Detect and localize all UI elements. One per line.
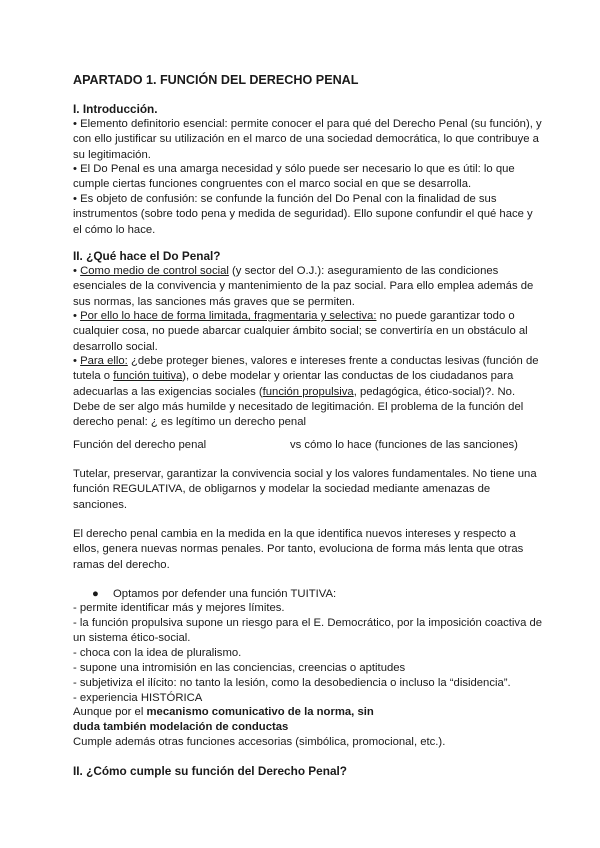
- comparison-left: Función del derecho penal: [73, 439, 207, 451]
- bullet-marker: •: [73, 265, 81, 277]
- list-item: - subjetiviza el ilícito: no tanto la lesión, como la desobediencia o incluso la “disidencia”.: [73, 677, 511, 689]
- bullet-text: no puede garantizar todo o cualquier cosa, no puede abarcar cualquier ámbito social; se convertiría en un obstáculo al desarrollo social.: [73, 310, 528, 353]
- section-heading-introduccion: I. Introducción.: [73, 102, 158, 116]
- underlined-phrase: Para ello:: [80, 355, 128, 367]
- intro-bullet-3: • Es objeto de confusión: se confunde la función del Do Penal con la finalidad de sus instrumentos (sobre todo pena y medida de seguridad). Ello supone confundir el qué hace y el cómo lo hace.: [73, 193, 533, 236]
- underlined-phrase: Por ello lo hace de forma limitada, fragmentaria y selectiva:: [80, 310, 377, 322]
- list-item: - supone una intromisión en las conciencias, creencias o aptitudes: [73, 662, 406, 674]
- que-hace-bullet-2: [73, 309, 543, 355]
- aunque-line-1: [73, 705, 543, 720]
- bullet-text: ), o debe modelar y orientar las conductas de los ciudadanos para adecuarlas a las exigencias sociales (: [73, 370, 514, 398]
- document-title: APARTADO 1. FUNCIÓN DEL DERECHO PENAL: [73, 73, 359, 87]
- bullet-text: , pedagógica, ético-social)?. No. Debe de ser algo más humilde y necesitado de legitimación. El problema de la función del derecho penal: ¿ es legítimo un derecho penal: [73, 385, 524, 429]
- list-item: - permite identificar más y mejores límites.: [73, 602, 285, 614]
- aunque-line-2: duda también modelación de conductas: [73, 721, 289, 733]
- section-heading-que-hace: II. ¿Qué hace el Do Penal?: [73, 249, 221, 263]
- paragraph-tutelar: Tutelar, preservar, garantizar la convivencia social y los valores fundamentales. No tiene una función REGULATIVA, de obligarnos y modelar la sociedad mediante amenazas de sanciones.: [73, 468, 537, 511]
- bullet-marker: •: [73, 355, 81, 367]
- paragraph-funciones-accesorias: Cumple además otras funciones accesorias (simbólica, promocional, etc.).: [73, 736, 446, 748]
- paragraph-evolucion: El derecho penal cambia en la medida en la que identifica nuevos intereses y respecto a ellos, genera nuevas normas penales. Por tanto, evoluciona de forma más lenta que otras ramas del derecho.: [73, 528, 524, 571]
- comparison-line: [73, 438, 543, 454]
- bullet-marker: •: [73, 310, 81, 322]
- que-hace-bullet-3: [73, 354, 543, 430]
- bullet-text: (y sector del O.J.): aseguramiento de las condiciones esenciales de la convivencia y mantenimiento de la paz social. Para ello emplea además de sus normas, las sanciones más graves que se permiten.: [73, 265, 534, 308]
- aunque-bold-text: mecanismo comunicativo de la norma, sin: [146, 706, 374, 718]
- underlined-phrase: función tuitiva: [113, 370, 183, 383]
- intro-bullet-1: • Elemento definitorio esencial: permite conocer el para qué del Derecho Penal (su función), y con ello justificar su utilización en el marco de una sociedad democrática, lo que contribuye a su legitimación.: [73, 118, 542, 161]
- section-heading-como-cumple: II. ¿Cómo cumple su función del Derecho Penal?: [73, 764, 347, 778]
- bullet-dot-icon: ●: [92, 588, 99, 600]
- underlined-phrase: Como medio de control social: [80, 265, 229, 277]
- aunque-text: Aunque por el: [73, 706, 147, 718]
- intro-bullet-2: • El Do Penal es una amarga necesidad y sólo puede ser necesario lo que es útil: lo que cumple ciertas funciones congruentes con el marco social en que se desarrolla.: [73, 163, 515, 191]
- bullet-text: Optamos por defender una función TUITIVA:: [113, 588, 337, 600]
- list-item: - la función propulsiva supone un riesgo para el E. Democrático, por la imposición coactiva de un sistema ético-social.: [73, 617, 543, 645]
- comparison-right: vs cómo lo hace (funciones de las sanciones): [290, 439, 518, 451]
- list-item: - choca con la idea de pluralismo.: [73, 647, 242, 659]
- que-hace-bullet-1: [73, 264, 543, 310]
- list-item: - experiencia HISTÓRICA: [73, 692, 203, 704]
- underlined-phrase: función propulsiva: [262, 385, 354, 398]
- bullet-text: ¿debe proteger bienes, valores e intereses frente a conductas lesivas (función de tutela o: [73, 355, 539, 383]
